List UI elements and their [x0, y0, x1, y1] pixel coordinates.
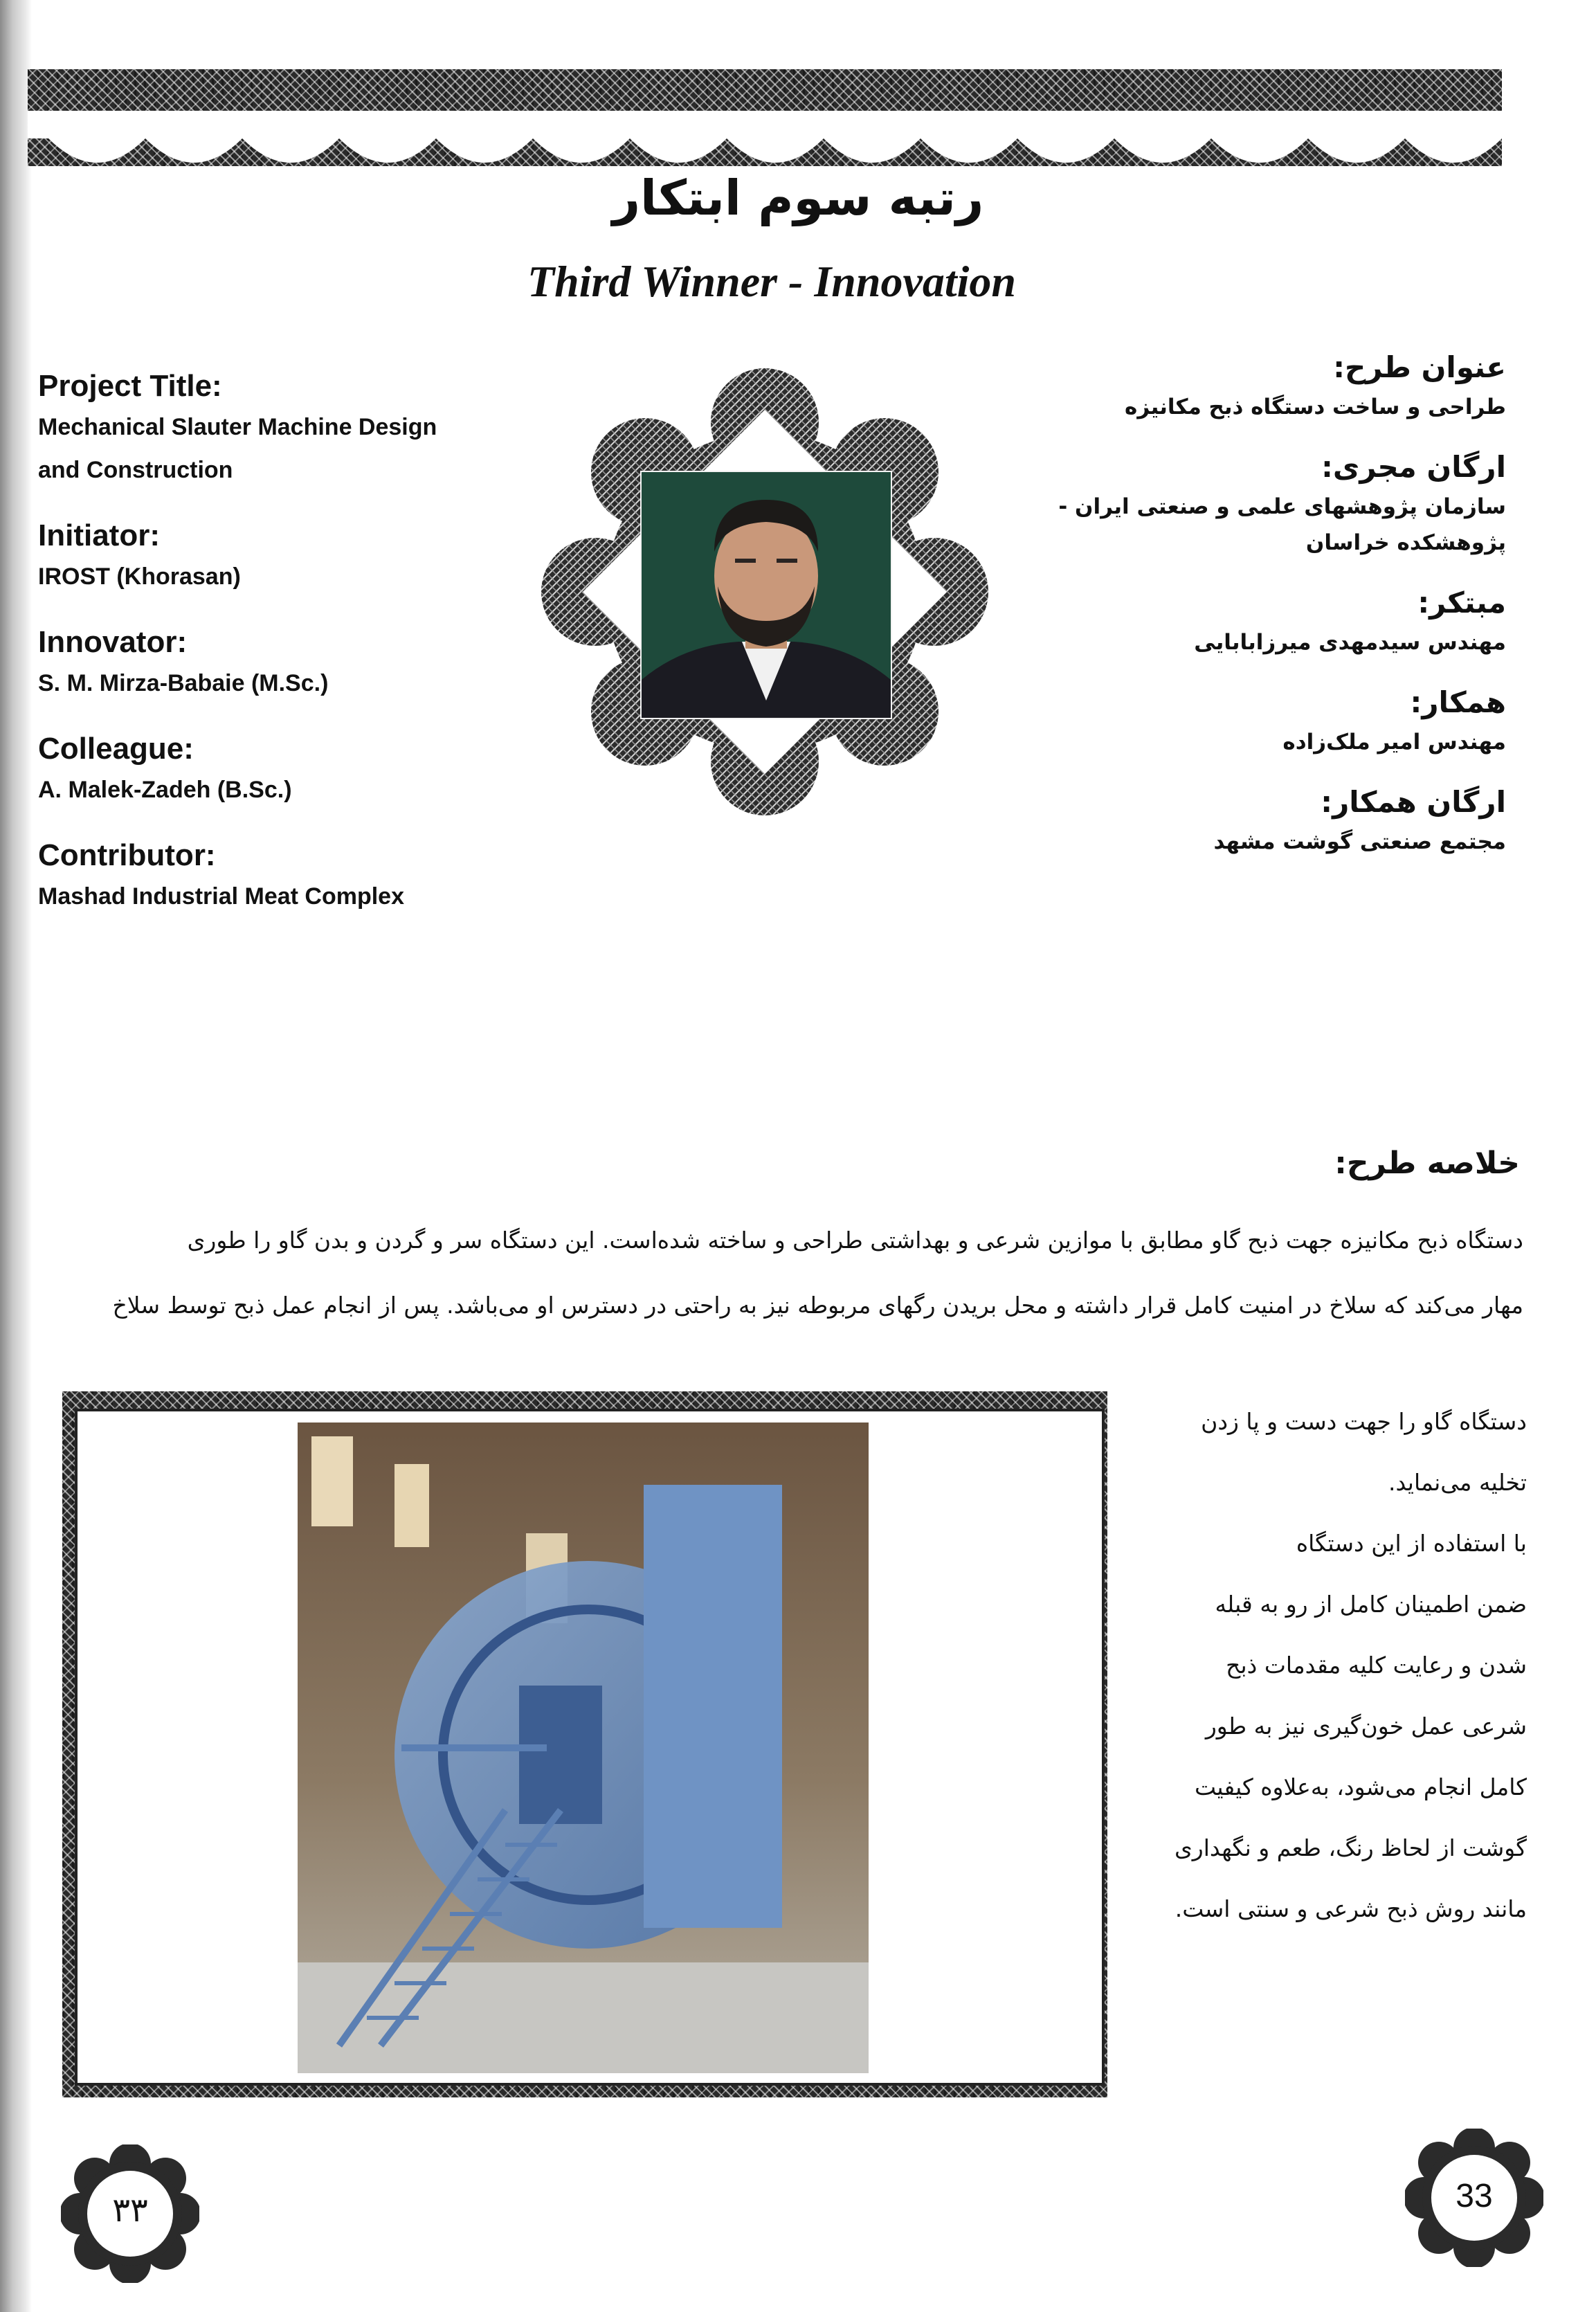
page-number-left: ۳۳ [112, 2192, 148, 2229]
detail-fa-initiator: ارگان مجری: سازمان پژوهشهای علمی و صنعتی ایران - پژوهشکده خراسان [1058, 450, 1506, 555]
details-english [38, 367, 523, 943]
summary-line: مهار می‌کند که سلاخ در امنیت کامل قرار داشته و محل بریدن رگهای مربوطه نیز به راحتی در دسترس او می‌باشد. پس از انجام عمل ذبح توسط سلاخ [112, 1292, 1523, 1319]
summary-side-line: ضمن اطمینان کامل از رو به قبله [1215, 1591, 1527, 1618]
details-persian [1008, 346, 1506, 880]
page-binding-shadow [0, 0, 32, 2312]
detail-fa-contributor: ارگان همکار: مجتمع صنعتی گوشت مشهد [1213, 785, 1506, 854]
summary-side-line: کامل انجام می‌شود، به‌علاوه کیفیت [1195, 1773, 1527, 1800]
detail-fa-project-title: عنوان طرح: طراحی و ساخت دستگاه ذبح مکانیزه [1125, 350, 1506, 419]
detail-project-title: Project Title: Mechanical Slauter Machine Design and Construction [38, 369, 437, 483]
summary-paragraph [49, 1208, 1523, 1338]
detail-fa-innovator: مبتکر: مهندس سیدمهدی میرزابابایی [1194, 586, 1506, 655]
detail-initiator: Initiator: IROST (Khorasan) [38, 518, 241, 590]
summary-side-line: دستگاه گاو را جهت دست و پا زدن [1201, 1408, 1527, 1435]
summary-line: دستگاه ذبح مکانیزه جهت ذبح گاو مطابق با موازین شرعی و بهداشتی طراحی و ساخته شده‌است. این دستگاه سر و گردن و بدن گاو را طوری [187, 1227, 1523, 1254]
summary-heading: خلاصه طرح: [1334, 1146, 1520, 1181]
detail-colleague: Colleague: A. Malek-Zadeh (B.Sc.) [38, 732, 292, 803]
summary-side-line: شدن و رعایت کلیه مقدمات ذبح [1226, 1652, 1527, 1679]
title-english: Third Winner - Innovation [527, 257, 1016, 306]
page-number-right: 33 [1456, 2178, 1493, 2214]
innovator-portrait [640, 471, 892, 719]
slaughter-machine-photo [298, 1423, 869, 2073]
summary-side-line: مانند روش ذبح شرعی و سنتی است. [1175, 1895, 1527, 1922]
detail-fa-colleague: همکار: مهندس امیر ملک‌زاده [1282, 685, 1506, 755]
portrait-image [642, 472, 891, 718]
machine-image [298, 1423, 869, 2073]
summary-side-text [1167, 1391, 1527, 1940]
summary-side-line: گوشت از لحاظ رنگ، طعم و نگهداری [1174, 1834, 1527, 1861]
summary-side-line: تخلیه می‌نماید. [1388, 1469, 1527, 1496]
summary-side-line: با استفاده از این دستگاه [1296, 1530, 1527, 1557]
detail-innovator: Innovator: S. M. Mirza-Babaie (M.Sc.) [38, 625, 329, 696]
summary-side-line: شرعی عمل خون‌گیری نیز به طور [1205, 1713, 1527, 1740]
detail-contributor: Contributor: Mashad Industrial Meat Complex [38, 838, 404, 910]
title-persian: رتبه سوم ابتکار [612, 170, 984, 226]
